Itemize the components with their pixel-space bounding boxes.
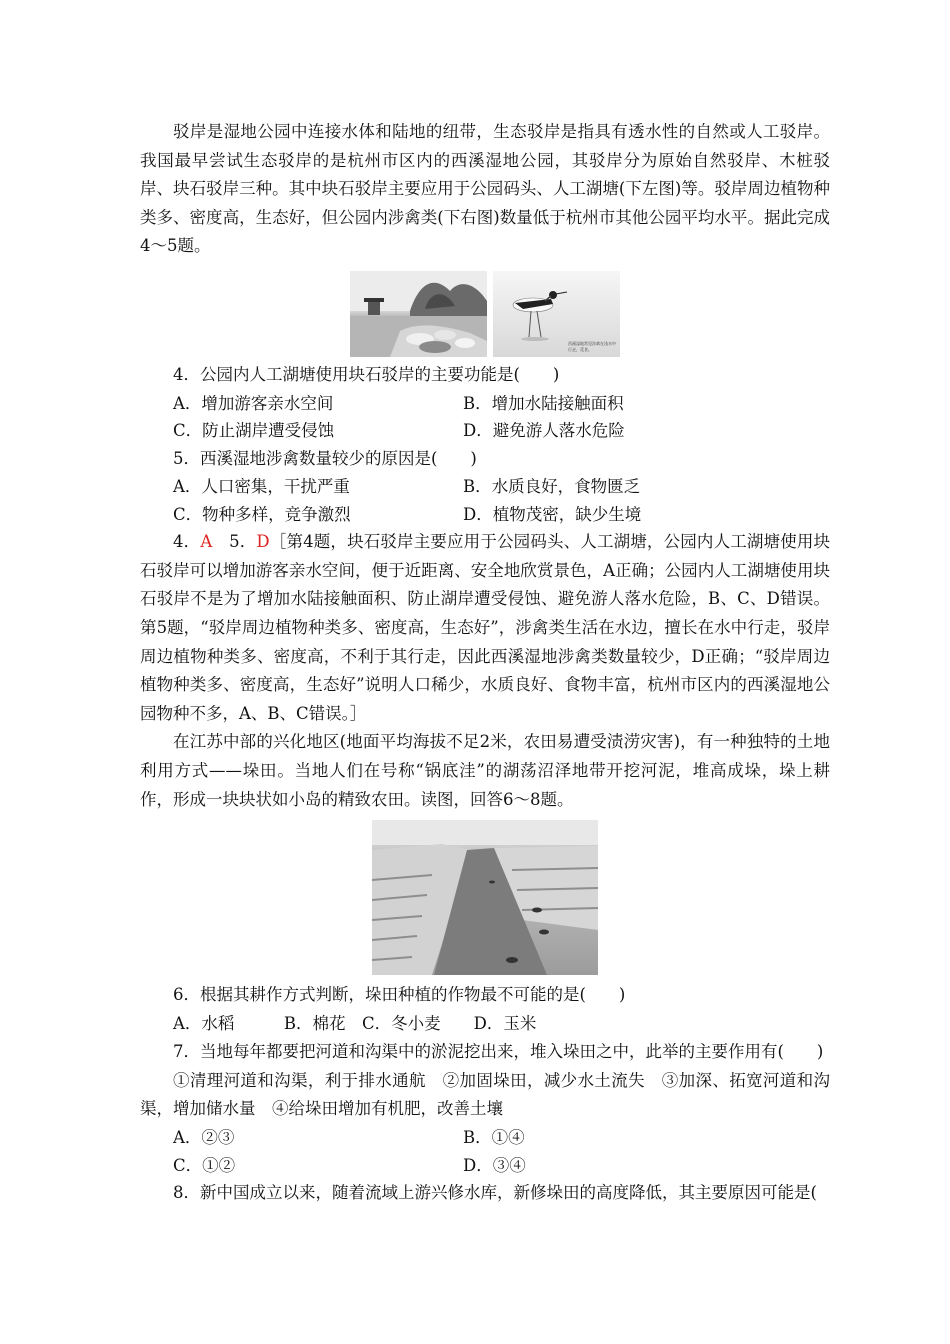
q7-option-b: B．①④ bbox=[463, 1128, 525, 1148]
answer4-value: A bbox=[200, 532, 213, 552]
answer-explanation-4-5 bbox=[140, 528, 830, 728]
q5-options-row-2 bbox=[140, 501, 830, 529]
answer5-value: D bbox=[256, 532, 270, 552]
q5-option-c: C．物种多样，竞争激烈 bbox=[173, 504, 351, 524]
q5-option-b: B．水质良好，食物匮乏 bbox=[463, 477, 641, 497]
q7-options-row-2 bbox=[140, 1152, 830, 1180]
wading-bird-photo bbox=[493, 271, 620, 357]
q7-items: ①清理河道和沟渠，利于排水通航 ②加固垛田，减少水土流失 ③加深、拓宽河道和沟渠，增加储水量 ④给垛田增加有机肥，改善土壤 bbox=[140, 1070, 830, 1119]
q4-options-row-1 bbox=[140, 390, 830, 418]
q5-option-d: D．植物茂密，缺少生境 bbox=[463, 504, 642, 524]
intro-passage-2: 在江苏中部的兴化地区(地面平均海拔不足2米，农田易遭受渍涝灾害)，有一种独特的土地利用方式——垛田。当地人们在号称“锅底洼”的湖荡沼泽地带开挖河泥，堆高成垛，垛上耕作，形成一块块状如小岛的精致农田。读图，回答6～8题。 bbox=[140, 732, 830, 809]
q5-stem: 5．西溪湿地涉禽数量较少的原因是( ) bbox=[173, 448, 477, 468]
q6-stem: 6．根据其耕作方式判断，垛田种植的作物最不可能的是( ) bbox=[173, 985, 626, 1005]
q4-option-d: D．避免游人落水危险 bbox=[463, 421, 625, 441]
bird-photo-caption: 西溪湿地常见涉禽在浅水中行走，觅食。 bbox=[568, 340, 616, 352]
answer-explanation-text: ［第4题，块石驳岸主要应用于公园码头、人工湖塘，公园内人工湖塘使用块石驳岸可以增加游客亲水空间，便于近距离、安全地欣赏景色，A正确；公园内人工湖塘使用块石驳岸不是为了增加水陆接触面积、防止湖岸遭受侵蚀、避免游人落水危险，B、C、D错误。第5题，“驳岸周边植物种类多、密度高，生态好”，涉禽类生活在水边，擅长在水中行走，驳岸周边植物种类多、密度高，不利于其行走，因此西溪湿地涉禽类数量较少，D正确；“驳岸周边植物种类多、密度高，生态好”说明人口稀少，水质良好、食物丰富，杭州市区内的西溪湿地公园物种不多，A、B、C错误。］ bbox=[140, 532, 831, 723]
q7-options-row-1 bbox=[140, 1124, 830, 1152]
duotian-field-photo bbox=[372, 820, 598, 975]
q4-stem: 4．公园内人工湖塘使用块石驳岸的主要功能是( ) bbox=[173, 364, 560, 384]
q5-options-row-1 bbox=[140, 473, 830, 501]
intro-passage-1: 驳岸是湿地公园中连接水体和陆地的纽带，生态驳岸是指具有透水性的自然或人工驳岸。我国最早尝试生态驳岸的是杭州市区内的西溪湿地公园，其驳岸分为原始自然驳岸、木桩驳岸、块石驳岸三种。其中块石驳岸主要应用于公园码头、人工湖塘(下左图)等。驳岸周边植物种类多、密度高，生态好，但公园内涉禽类(下右图)数量低于杭州市其他公园平均水平。据此完成4～5题。 bbox=[140, 122, 830, 256]
answer5-label: 5． bbox=[212, 532, 257, 552]
q7-stem: 7．当地每年都要把河道和沟渠中的淤泥挖出来，堆入垛田之中，此举的主要作用有( ) bbox=[173, 1042, 824, 1062]
figure-row-1 bbox=[140, 271, 830, 357]
q4-option-c: C．防止湖岸遭受侵蚀 bbox=[173, 421, 335, 441]
q7-option-c: C．①② bbox=[173, 1155, 236, 1175]
page-content bbox=[140, 118, 830, 1208]
answer4-label: 4． bbox=[173, 532, 201, 552]
q7-option-d: D．③④ bbox=[463, 1155, 526, 1175]
q5-option-a: A．人口密集，干扰严重 bbox=[173, 477, 350, 497]
q4-options-row-2 bbox=[140, 417, 830, 445]
q4-option-a: A．增加游客亲水空间 bbox=[173, 393, 334, 413]
q7-option-a: A．②③ bbox=[173, 1128, 235, 1148]
q8-stem: 8．新中国成立以来，随着流域上游兴修水库，新修垛田的高度降低，其主要原因可能是( bbox=[173, 1183, 817, 1203]
q4-option-b: B．增加水陆接触面积 bbox=[463, 393, 624, 413]
q6-options: A．水稻 B．棉花 C．冬小麦 D．玉米 bbox=[173, 1013, 537, 1033]
lake-pond-photo bbox=[350, 271, 487, 357]
